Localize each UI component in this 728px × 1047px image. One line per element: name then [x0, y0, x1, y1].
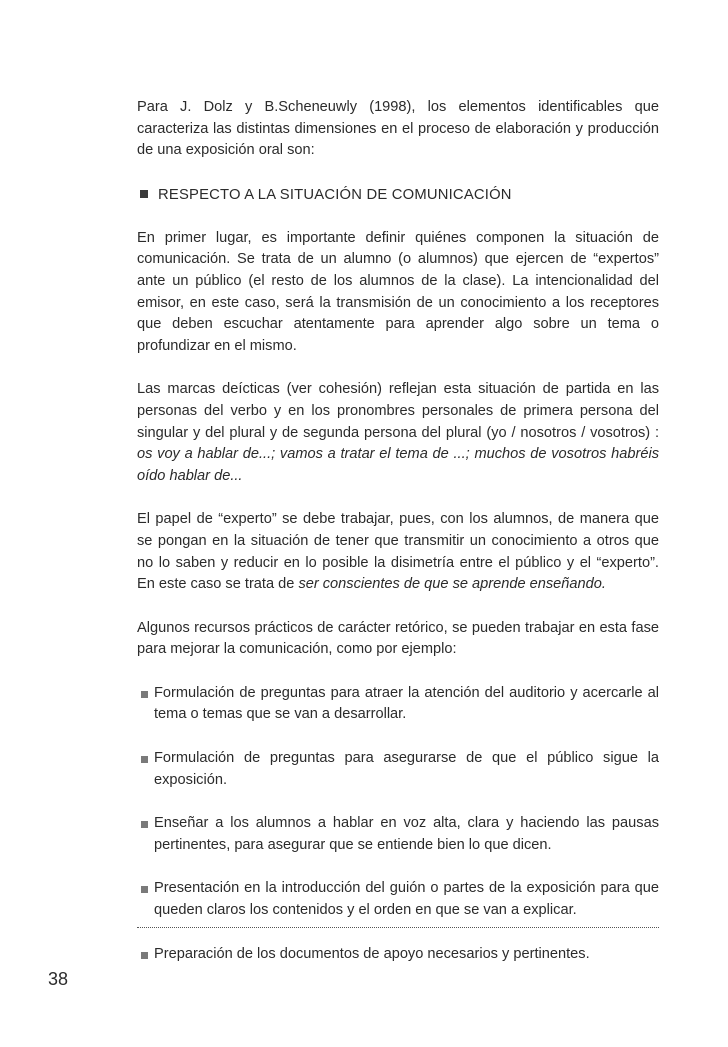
footer-divider: [137, 927, 659, 928]
paragraph-rhetorical-resources: Algunos recursos prácticos de carácter retórico, se pueden trabajar en esta fase para mejorar la comunicación, como por ejemplo:: [137, 619, 659, 658]
list-item: [137, 878, 659, 921]
list-item-text: Preparación de los documentos de apoyo necesarios y pertinentes.: [154, 945, 590, 962]
list-item-text: Presentación en la introducción del guión o partes de la exposición para que queden claros los contenidos y el orden en que se van a explicar.: [154, 880, 659, 919]
page-number: 38: [48, 969, 69, 989]
paragraph-expert-role-emphasis: ser conscientes de que se aprende enseñando.: [298, 576, 606, 593]
list-item: [137, 748, 659, 791]
paragraph-deictic-marks-text: Las marcas deícticas (ver cohesión) reflejan esta situación de partida en las personas del verbo y en los pronombres personales de primera persona del singular y del plural y de segunda persona del plural (yo / nosotros / vosotros) :: [137, 381, 659, 441]
resources-list: [137, 683, 659, 965]
paragraph-expert-role: [137, 509, 659, 595]
list-item: [137, 683, 659, 726]
paragraph-deictic-marks: [137, 379, 659, 487]
section-heading: [137, 184, 659, 206]
square-bullet-icon: [141, 691, 148, 698]
section-heading-text: RESPECTO A LA SITUACIÓN DE COMUNICACIÓN: [158, 186, 512, 203]
square-bullet-icon: [141, 756, 148, 763]
square-bullet-icon: [141, 952, 148, 959]
list-item: [137, 813, 659, 856]
square-bullet-icon: [141, 886, 148, 893]
paragraph-situation: En primer lugar, es importante definir quiénes componen la situación de comunicación. Se trata de un alumno (o alumnos) que ejercen de “expertos” ante un público (el resto de los alumnos de la clase). La intencionalidad del emisor, en este caso, será la transmisión de un conocimiento a los receptores que deben escuchar atentamente para aprender algo sobre un tema o profundizar en el mismo.: [137, 229, 659, 354]
list-item-text: Enseñar a los alumnos a hablar en voz alta, clara y haciendo las pausas pertinentes, para asegurar que se entiende bien lo que dicen.: [154, 815, 659, 853]
list-item-text: Formulación de preguntas para asegurarse de que el público sigue la exposición.: [154, 750, 659, 788]
paragraph-expert-role-text: El papel de “experto” se debe trabajar, pues, con los alumnos, de manera que se pongan en la situación de tener que transmitir un conocimiento a otros que no lo saben y reducir en lo posible la disimetría entre el público y el “experto”. En este caso se trata de: [137, 511, 659, 593]
list-item-text: Formulación de preguntas para atraer la atención del auditorio y acercarle al tema o temas que se van a desarrollar.: [154, 684, 659, 723]
text-column: [137, 97, 659, 987]
paragraph-deictic-marks-examples: os voy a hablar de...; vamos a tratar el tema de ...; muchos de vosotros habréis oído hablar de...: [137, 446, 659, 484]
intro-paragraph: Para J. Dolz y B.Scheneuwly (1998), los elementos identificables que caracteriza las distintas dimensiones en el proceso de elaboración y producción de una exposición oral son:: [137, 99, 659, 159]
list-item: [137, 944, 659, 966]
square-bullet-icon: [140, 190, 148, 198]
square-bullet-icon: [141, 821, 148, 828]
